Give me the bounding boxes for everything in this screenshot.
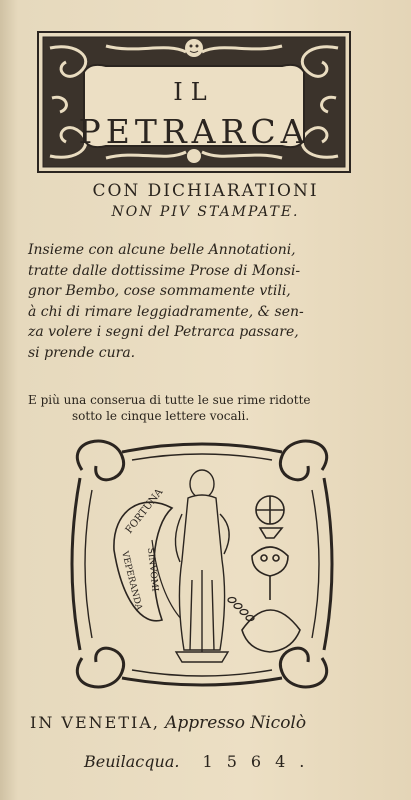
subtitle-line-2: NON PIV STAMPATE.: [111, 204, 300, 220]
subtitle-line-1: CON DICHIARATIONI: [92, 181, 319, 201]
additional-line: sotto le cinque lettere vocali.: [72, 409, 250, 423]
additional-line: E più una conserua di tutte le sue rime ridotte: [28, 393, 311, 407]
title-cartouche: [36, 28, 352, 176]
title-line-2: PETRARCA: [78, 112, 310, 151]
printer-device-emblem: [52, 430, 352, 698]
description-line: à chi di rimare leggiadramente, & sen-: [28, 303, 304, 320]
banner-text-bottom: VEPERANDA: [119, 550, 144, 612]
imprint-city: IN VENETIA,: [30, 713, 160, 732]
fortuna-woodcut-icon: [52, 430, 352, 698]
banner-text-top: FORTUNA: [123, 486, 166, 536]
description-line: Insieme con alcune belle Annotationi,: [28, 242, 296, 258]
title-line-1: IL: [173, 78, 215, 106]
imprint-line-2: [84, 752, 318, 771]
imprint-printer-name: Beuilacqua.: [84, 752, 180, 771]
imprint-line-1: [30, 713, 306, 733]
description-line: za volere i segni del Petrarca passare,: [28, 324, 299, 340]
description-line: gnor Bembo, cose sommamente vtili,: [28, 283, 291, 299]
description-paragraph: [28, 240, 384, 363]
imprint-publisher: Appresso Nicolò: [165, 713, 307, 733]
description-line: tratte dalle dottissime Prose di Monsi-: [28, 262, 301, 279]
description-line: si prende cura.: [28, 344, 136, 361]
imprint-year: 1564.: [202, 752, 319, 771]
additional-paragraph: [28, 392, 388, 424]
banner-text-middle: SINVOMI: [145, 547, 160, 593]
